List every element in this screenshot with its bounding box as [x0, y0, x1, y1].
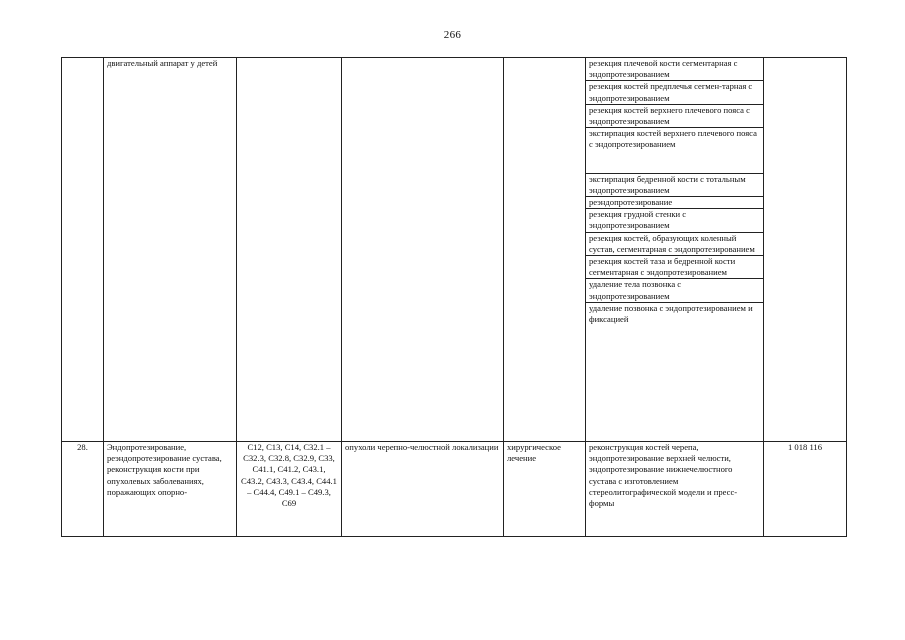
method-item: резекция костей верхнего плечевого пояса с эндопротезированием — [586, 105, 763, 128]
methods-list — [586, 58, 763, 325]
table-row-continued — [62, 58, 847, 442]
icd-codes-cell — [237, 58, 342, 442]
method-item: реэндопротезирование — [586, 197, 763, 209]
service-name-cell: двигательный аппарат у детей — [104, 58, 237, 442]
method-item: резекция костей таза и бедренной кости сегментарная с эндопротезированием — [586, 256, 763, 279]
row-number-cell — [62, 58, 104, 442]
price-cell — [764, 58, 847, 442]
page-number: 266 — [443, 29, 462, 41]
service-name-cell: Эндопротезирование, реэндопротезирование сустава, реконструкция кости при опухолевых заболеваниях, поражающих опорно- — [104, 442, 237, 537]
method-item: экстирпация костей верхнего плечевого пояса с эндопротезированием — [586, 128, 763, 173]
method-item: резекция костей, образующих коленный сустав, сегментарная с эндопротезированием — [586, 233, 763, 256]
method-item: резекция плечевой кости сегментарная с эндопротезированием — [586, 58, 763, 81]
method-item: удаление позвонка с эндопротезированием и фиксацией — [589, 302, 753, 325]
treatment-methods-cell — [586, 58, 764, 442]
treatment-type-cell: хирургическое лечение — [504, 442, 586, 537]
diagnosis-cell: опухоли черепно-челюстной локализации — [342, 442, 504, 537]
method-item: удаление тела позвонка с эндопротезированием — [586, 279, 763, 302]
method-item: экстирпация бедренной кости с тотальным эндопротезированием — [586, 174, 763, 197]
treatment-method-cell: реконструкция костей черепа, эндопротезирование верхней челюсти, эндопротезирование нижнечелюстного сустава с изготовлением стереолитографической модели и пресс-формы — [586, 442, 764, 537]
treatment-type-cell — [504, 58, 586, 442]
price-cell: 1 018 116 — [764, 442, 847, 537]
diagnosis-cell — [342, 58, 504, 442]
medical-services-table — [61, 57, 847, 537]
table-row-28 — [62, 442, 847, 537]
icd-codes-cell: C12, C13, C14, C32.1 – C32.3, C32.8, C32.9, C33, C41.1, C41.2, C43.1, C43.2, C43.3, C43.4, C44.1 – C44.4, C49.1 – C49.3, C69 — [237, 442, 342, 537]
method-item: резекция грудной стенки с эндопротезированием — [586, 209, 763, 232]
method-item: резекция костей предплечья сегмен-тарная с эндопротезированием — [586, 81, 763, 104]
row-number-cell: 28. — [62, 442, 104, 537]
